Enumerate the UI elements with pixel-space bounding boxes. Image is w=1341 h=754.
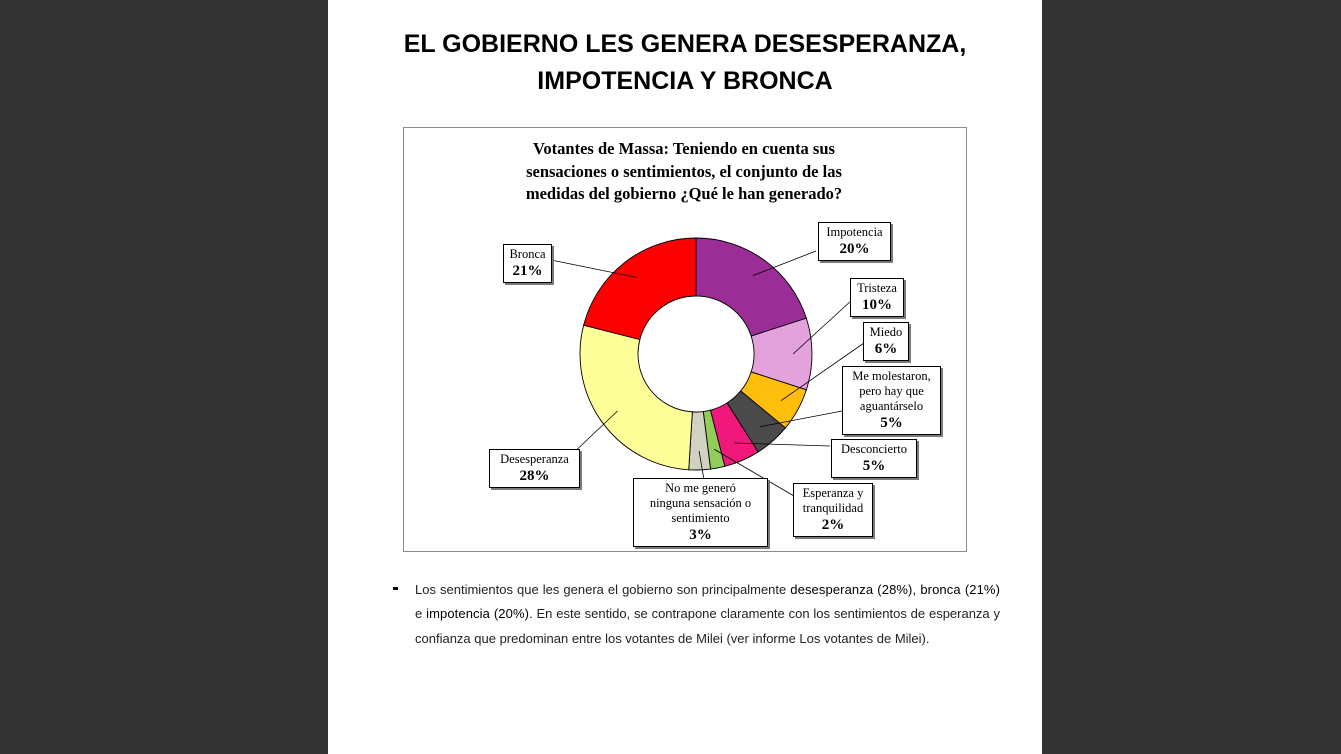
data-label-desconcierto [831,439,917,478]
data-label-desesperanza [489,449,580,488]
body-paragraph [415,578,1000,651]
data-label-name-line-1: Me molestaron, [852,369,931,383]
donut-chart [403,127,967,552]
paragraph-text-1: Los sentimientos que les genera el gobierno son principalmente [415,582,791,597]
chart-title-line-2: sensaciones o sentimientos, el conjunto de las [526,161,842,181]
slice-impotencia [696,238,806,336]
data-label-name-line-1: Esperanza y [802,486,864,500]
data-label-name-line-2: ninguna sensación o [649,496,752,510]
data-label-value: 3% [689,527,712,543]
bullet-marker [393,587,398,590]
data-label-name: Desconcierto [841,442,907,456]
data-label-esperanza-y-tranquilidad [793,483,873,537]
paragraph-bold-2: impotencia (20%) [426,606,530,622]
data-label-name: Miedo [869,325,903,339]
page-title-line-1: EL GOBIERNO LES GENERA DESESPERANZA, [403,30,967,58]
data-label-value: 5% [880,415,903,431]
data-label-tristeza [850,278,904,317]
chart-title-line-3: medidas del gobierno ¿Qué le han generado? [525,184,843,203]
slice-bronca [584,238,696,340]
data-label-value: 21% [512,263,543,279]
document-page [328,0,1042,754]
data-label-name: Bronca [509,247,546,261]
data-label-miedo [863,322,909,361]
paragraph-text-3: . En este sentido, se contrapone claramente con los sentimientos de esperanza y confianza que predominan entre los votantes de Milei (ver informe Los votantes de Milei). [415,606,1001,646]
paragraph-bold-1: desesperanza (28%), bronca (21%) [790,582,1000,597]
chart-title [464,138,904,206]
data-label-name: Desesperanza [500,452,569,466]
data-label-no-me-genero [633,478,768,547]
data-label-impotencia [818,222,891,261]
data-label-name-line-2: pero hay que [859,384,924,398]
data-label-bronca [503,244,552,283]
data-label-name-line-3: aguantárselo [859,399,924,413]
data-label-value: 10% [862,297,892,313]
page-title [328,26,1042,100]
data-label-value: 20% [839,241,870,257]
data-label-me-molestaron [842,366,941,435]
data-label-name-line-1: No me generó [665,481,736,495]
chart-title-line-1: Votantes de Massa: Teniendo en cuenta sus [533,139,835,158]
data-label-value: 2% [821,517,845,533]
data-label-name-line-2: tranquilidad [802,501,864,515]
data-label-value: 6% [874,341,898,357]
data-label-name-line-3: sentimiento [671,511,730,525]
data-label-value: 5% [862,458,886,474]
data-label-name: Tristeza [857,281,897,295]
paragraph-text-2: e [415,606,427,622]
data-label-value: 28% [519,468,550,484]
slice-desesperanza [580,325,692,470]
data-label-name: Impotencia [826,225,883,239]
page-title-line-2: IMPOTENCIA Y BRONCA [537,67,833,95]
